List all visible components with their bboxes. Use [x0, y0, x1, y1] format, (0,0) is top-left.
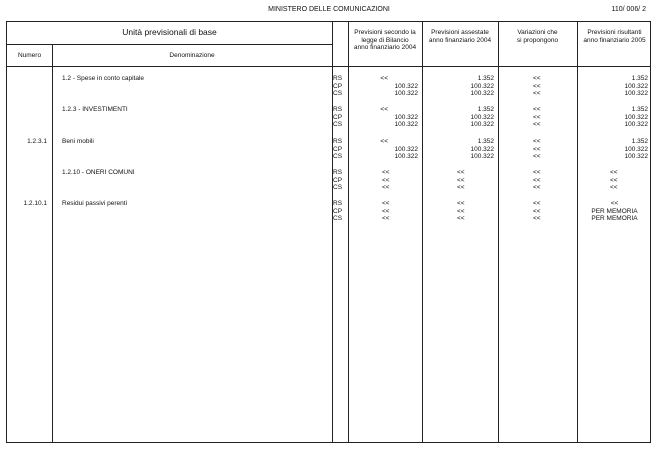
row-codes: RS CP CS	[333, 106, 343, 129]
col-numero-header: Numero	[17, 52, 42, 59]
row-bilancio: << << <<	[382, 169, 390, 192]
row-denominazione: 1.2.10 - ONERI COMUNI	[62, 169, 135, 176]
rule-numero	[52, 44, 53, 442]
row-variazioni: << << <<	[533, 106, 541, 129]
row-codes: RS CP CS	[333, 169, 343, 192]
row-denominazione: 1.2.3 - INVESTIMENTI	[62, 106, 128, 113]
header-bottom-rule	[7, 66, 650, 67]
row-bilancio: << << <<	[382, 200, 390, 223]
row-denominazione: Beni mobili	[62, 138, 94, 145]
row-numero: 1.2.3.1	[27, 138, 47, 145]
row-risultanti: << PER MEMORIA PER MEMORIA	[591, 200, 638, 223]
row-risultanti: << << <<	[610, 169, 618, 192]
row-variazioni: << << <<	[533, 200, 541, 223]
group-title: Unità previsionali di base	[122, 27, 217, 37]
row-assestate: << << <<	[457, 200, 465, 223]
row-numero: 1.2.10.1	[23, 200, 47, 207]
budget-table	[6, 21, 651, 443]
row-assestate: 1.352 100.322 100.322	[470, 106, 494, 129]
row-bilancio: << 100.322 100.322	[380, 75, 418, 98]
row-denominazione: 1.2 - Spese in conto capitale	[62, 75, 145, 82]
row-assestate: 1.352 100.322 100.322	[470, 138, 494, 161]
col-risultanti-header: Previsioni risultanti anno finanziario 2005	[583, 29, 646, 44]
ministry-title: MINISTERO DELLE COMUNICAZIONI	[268, 6, 390, 13]
col-variazioni-header: Variazioni che si propongono	[516, 29, 559, 44]
row-codes: RS CP CS	[333, 138, 343, 161]
col-bilancio-header: Previsioni secondo la legge di Bilancio anno finanziario 2004	[353, 29, 417, 52]
page-reference: 110/ 006/ 2	[611, 6, 646, 13]
row-variazioni: << << <<	[533, 75, 541, 98]
row-risultanti: 1.352 100.322 100.322	[624, 138, 648, 161]
col-denominazione-header: Denominazione	[169, 52, 215, 59]
row-assestate: 1.352 100.322 100.322	[470, 75, 494, 98]
row-codes: RS CP CS	[333, 75, 343, 98]
row-bilancio: << 100.322 100.322	[380, 106, 418, 129]
row-variazioni: << << <<	[533, 169, 541, 192]
row-assestate: << << <<	[457, 169, 465, 192]
col-assestate-header: Previsioni assestate anno finanziario 2004	[428, 29, 492, 44]
row-risultanti: 1.352 100.322 100.322	[624, 106, 648, 129]
row-variazioni: << << <<	[533, 138, 541, 161]
header-split-rule	[7, 44, 332, 45]
rule-variazioni	[498, 22, 499, 442]
row-risultanti: 1.352 100.322 100.322	[624, 75, 648, 98]
row-denominazione: Residui passivi perenti	[62, 200, 128, 207]
row-bilancio: << 100.322 100.322	[380, 138, 418, 161]
row-codes: RS CP CS	[333, 200, 343, 223]
